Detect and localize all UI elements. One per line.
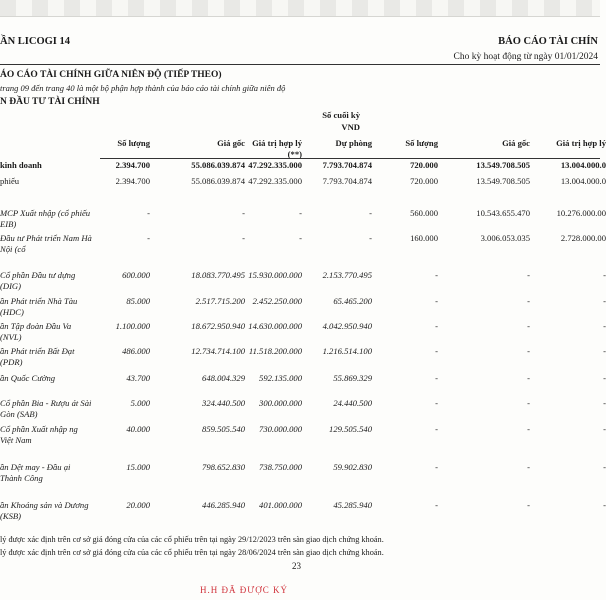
table-cell: 401.000.000 (259, 500, 302, 510)
column-header: Giá gốc (502, 138, 530, 148)
table-cell: - (603, 398, 606, 408)
table-cell: 20.000 (126, 500, 150, 510)
table-cell: 55.869.329 (333, 373, 372, 383)
table-cell: 859.505.540 (202, 424, 245, 434)
table-cell: - (603, 321, 606, 331)
table-cell: 600.000 (122, 270, 150, 280)
table-cell: 10.276.000.00 (556, 208, 606, 218)
table-cell: 15.930.000.000 (248, 270, 302, 280)
table-cell: 2.153.770.495 (322, 270, 372, 280)
page-subtitle: trang 09 đến trang 40 là một bộ phận hợp thành của báo cáo tài chính giữa niên độ (0, 83, 286, 93)
table-cell: 129.505.540 (329, 424, 372, 434)
column-header: Giá trị hợp lý (252, 138, 302, 148)
table-cell: 1.216.514.100 (322, 346, 372, 356)
table-cell: - (527, 424, 530, 434)
report-period: Cho kỳ hoạt động từ ngày 01/01/2024 (453, 52, 598, 62)
table-cell: 730.000.000 (259, 424, 302, 434)
column-header: Dự phòng (335, 138, 372, 148)
table-cell: 59.902.830 (333, 462, 372, 472)
table-cell: - (527, 321, 530, 331)
table-cell: - (527, 373, 530, 383)
table-cell: 15.000 (126, 462, 150, 472)
table-cell: 592.135.000 (259, 373, 302, 383)
table-cell: - (435, 398, 438, 408)
table-cell: 300.000.000 (259, 398, 302, 408)
row-label: Cổ phần Bia - Rượu át Sài Gòn (SAB) (0, 398, 92, 419)
table-cell: 55.086.039.874 (191, 176, 245, 186)
row-label: Đầu tư Phát triển Nam Hà Nội (cổ (0, 233, 92, 254)
report-title: BÁO CÁO TÀI CHÍN (498, 36, 598, 47)
company-name: ẦN LICOGI 14 (0, 36, 71, 47)
table-cell: - (299, 233, 302, 243)
column-header: Số lượng (405, 138, 438, 148)
table-cell: 2.394.700 (115, 160, 150, 170)
table-cell: 55.086.039.874 (191, 160, 245, 170)
table-cell: - (603, 296, 606, 306)
page-title: ÁO CÁO TÀI CHÍNH GIỮA NIÊN ĐỘ (TIẾP THEO) (0, 70, 222, 80)
note-1: lý được xác định trên cơ sở giá đóng cửa của các cổ phiếu trên tại ngày 29/12/2023 trên sàn giao dịch chứng khoán. (0, 535, 384, 544)
unit-label: VND (341, 122, 360, 132)
table-cell: 13.004.000.0 (560, 160, 606, 170)
table-cell: - (527, 296, 530, 306)
table-cell: 85.000 (126, 296, 150, 306)
table-cell: 14.630.000.000 (248, 321, 302, 331)
table-cell: - (435, 346, 438, 356)
table-cell: - (435, 462, 438, 472)
table-cell: 18.083.770.495 (191, 270, 245, 280)
table-cell: 47.292.335.000 (248, 176, 302, 186)
table-cell: 160.000 (410, 233, 438, 243)
table-cell: 4.042.950.940 (322, 321, 372, 331)
row-label: Cổ phần Xuất nhập ng Việt Nam (0, 424, 78, 445)
table-cell: 43.700 (126, 373, 150, 383)
table-cell: - (242, 208, 245, 218)
table-cell: 2.728.000.00 (560, 233, 606, 243)
table-cell: 45.285.940 (333, 500, 372, 510)
row-label: ần Phát triển Bất Đạt (PDR) (0, 346, 75, 367)
table-cell: - (435, 373, 438, 383)
table-cell: 24.440.500 (333, 398, 372, 408)
table-cell: 7.793.704.874 (322, 176, 372, 186)
table-cell: 798.652.830 (202, 462, 245, 472)
table-cell: - (603, 424, 606, 434)
table-cell: 648.004.329 (202, 373, 245, 383)
table-cell: 40.000 (126, 424, 150, 434)
table-cell: - (603, 500, 606, 510)
column-header: Số lượng (117, 138, 150, 148)
table-cell: 65.465.200 (333, 296, 372, 306)
table-cell: 738.750.000 (259, 462, 302, 472)
row-label: ần Tập đoàn Đầu Va (NVL) (0, 321, 72, 342)
table-cell: - (435, 296, 438, 306)
table-cell: - (527, 346, 530, 356)
table-cell: - (527, 462, 530, 472)
table-cell: - (527, 398, 530, 408)
table-cell: - (527, 500, 530, 510)
table-cell: 7.793.704.874 (322, 160, 372, 170)
table-cell: 446.285.940 (202, 500, 245, 510)
row-label: phiếu (0, 176, 20, 186)
table-cell: 12.734.714.100 (191, 346, 245, 356)
header-divider (0, 64, 600, 65)
table-cell: - (603, 373, 606, 383)
table-cell: 1.100.000 (115, 321, 150, 331)
scan-edge-strip (0, 0, 600, 17)
row-label: MCP Xuất nhập (cổ phiếu EIB) (0, 208, 91, 229)
table-cell: 720.000 (410, 176, 438, 186)
table-cell: - (299, 208, 302, 218)
table-cell: 11.518.200.000 (248, 346, 302, 356)
row-label: ần Phát triển Nhà Tàu (HDC) (0, 296, 78, 317)
column-header: Giá gốc (217, 138, 245, 148)
group-header: Số cuối kỳ (322, 110, 360, 120)
table-cell: 324.440.500 (202, 398, 245, 408)
row-label: kinh doanh (0, 160, 42, 170)
page-number: 23 (292, 561, 301, 571)
row-label: Cổ phần Đầu tư dựng (DIG) (0, 270, 76, 291)
table-cell: - (435, 500, 438, 510)
table-cell: 2.452.250.000 (252, 296, 302, 306)
table-cell: 10.543.655.470 (476, 208, 530, 218)
table-cell: 3.006.053.035 (480, 233, 530, 243)
table-cell: 486.000 (122, 346, 150, 356)
table-cell: - (147, 233, 150, 243)
table-cell: 720.000 (410, 160, 438, 170)
note-2: lý được xác định trên cơ sở giá đóng cửa của các cổ phiếu trên tại ngày 28/06/2024 trên sàn giao dịch chứng khoán. (0, 548, 384, 557)
table-cell: - (369, 233, 372, 243)
table-cell: - (369, 208, 372, 218)
red-stamp: H.H ĐÃ ĐƯỢC KÝ (200, 585, 288, 595)
table-cell: 560.000 (410, 208, 438, 218)
table-cell: - (435, 270, 438, 280)
table-cell: 13.004.000.0 (560, 176, 606, 186)
table-cell: 2.394.700 (115, 176, 150, 186)
column-header: Giá trị hợp lý (556, 138, 606, 148)
table-cell: - (435, 321, 438, 331)
table-cell: - (435, 424, 438, 434)
table-cell: - (242, 233, 245, 243)
table-cell: - (147, 208, 150, 218)
header-underline (100, 158, 600, 159)
table-cell: 13.549.708.505 (476, 176, 530, 186)
row-label: ần Khoáng sản và Dương (KSB) (0, 500, 89, 521)
table-cell: - (603, 346, 606, 356)
table-cell: 18.672.950.940 (191, 321, 245, 331)
row-label: ần Dệt may - Đầu ại Thành Công (0, 462, 71, 483)
table-cell: 5.000 (130, 398, 150, 408)
table-cell: 13.549.708.505 (476, 160, 530, 170)
row-label: ần Quốc Cường (0, 373, 56, 383)
table-cell: 47.292.335.000 (248, 160, 302, 170)
table-cell: - (603, 462, 606, 472)
table-cell: 2.517.715.200 (195, 296, 245, 306)
fair-value-note: (**) (287, 149, 302, 159)
table-cell: - (603, 270, 606, 280)
section-heading: N ĐẦU TƯ TÀI CHÍNH (0, 97, 100, 107)
table-cell: - (527, 270, 530, 280)
